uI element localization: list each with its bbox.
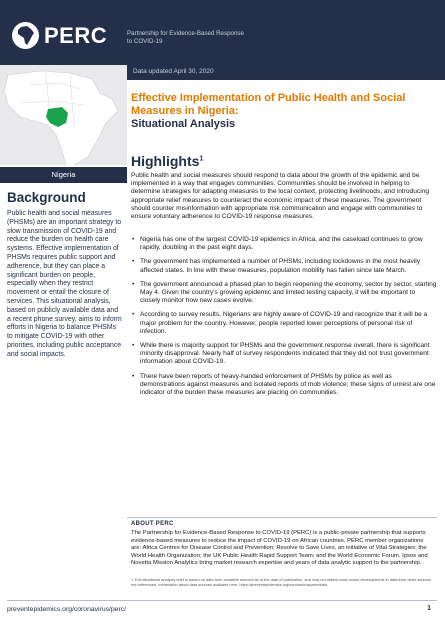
footnote: 1 This situational analysis brief is based on data from available sources as of the date of publication, and may not reflect more recent developments in data from other sources not referenced. Information about data sources available here: https://preventepidemics.org/coronavirus/perc/data. (131, 577, 431, 587)
list-item: • The government has implemented a number of PHSMs, including lockdowns in the most heavily affected states. In line with these measures, population mobility has fallen since late March. (131, 258, 437, 274)
about-divider (127, 517, 437, 518)
page-number: 1 (427, 605, 431, 612)
africa-map-graphic (0, 65, 127, 165)
highlights-intro: Public health and social measures should respond to data about the growth of the epidemic and be implemented in a way that engages communities. Communities should be involved in helping to determine strategies for adapting measures to the local context, protecting livelihoods, and introducing appropriate relief measures to counteract the economic impact of these measures. The government should counter misinformation with appropriate risk communication and engage with communities to ensure voluntary adherence to COVID-19 response measures. (131, 172, 429, 221)
background-text: Public health and social measures (PHSMs) are an important strategy to slow transmission of COVID-19 and reduce the burden on health care systems. Effective implementation of PHSMs requires public support and adherence, but they can place a significant burden on people, especially when they restrict movement or entail the closure of services. This situational analysis, based on publicly available data and a recent phone survey, aims to inform efforts in Nigeria to balance PHSMs to mitigate COVID-19 with other priorities, including public acceptance and social impacts. (7, 210, 122, 358)
logo-text: PERC (44, 23, 108, 48)
background-heading: Background (7, 190, 86, 205)
highlights-heading-text: Highlights (131, 153, 200, 169)
footer-divider (7, 600, 437, 601)
highlights-heading (131, 153, 203, 169)
logo-tagline: Partnership for Evidence-Based Response to COVID-19 (127, 30, 244, 45)
list-item: • According to survey results, Nigerians are highly aware of COVID-19 and recognize that it will be a major problem for the country. However, people reported lower perceptions of personal risk of infection. (131, 311, 437, 336)
list-item: • While there is majority support for PHSMs and the government response overall, there is significant minority disapproval. Nearly half of survey respondents indicated that they did not trust government information about COVID-19. (131, 342, 437, 367)
footer-url-link[interactable]: preventepidemics.org/coronavirus/perc/ (7, 606, 127, 613)
document-title: Effective Implementation of Public Health and Social Measures in Nigeria: (131, 92, 406, 117)
list-item: • There have been reports of heavy-handed enforcement of PHSMs by police as well as demonstrations against measures and isolated reports of mob violence; these signs of unrest are one indicator of the burden these measures are placing on communities. (131, 373, 437, 398)
data-updated-date: Data updated April 30, 2020 (133, 68, 214, 75)
globe-africa-icon (12, 22, 39, 49)
document-subtitle: Situational Analysis (131, 118, 236, 130)
africa-map (0, 65, 127, 165)
list-item: • Nigeria has one of the largest COVID-19 epidemics in Africa, and the caseload continues to grow rapidly, doubling in the past eight days. (131, 236, 437, 252)
highlights-footnote-marker: 1 (199, 155, 204, 163)
about-heading: ABOUT PERC (131, 521, 174, 527)
header-bar (0, 0, 445, 65)
about-text: The Partnership for Evidence-Based Response to COVID-19 (PERC) is a public-private partnership that supports evidence-based measures to reduce the impact of COVID-19 on African countries. PERC member organizations are: Africa Centres for Disease Control and Prevention; Resolve to Save Lives, an initiative of Vital Strategies; the World Health Organization; the UK Public Health Rapid Support Team; and the World Economic Forum. Ipsos and Novetta Mission Analytics bring market research expertise and years of data analytic support to the partnership. (131, 530, 428, 567)
updated-bar (127, 65, 445, 80)
highlights-list (131, 236, 437, 403)
list-item: • The government announced a phased plan to begin reopening the economy, sector by sector, starting May 4. Given the country's growing epidemic and limited testing capacity, it will be important to closely monitor how new cases evolve. (131, 281, 437, 306)
country-label: Nigeria (0, 167, 127, 183)
